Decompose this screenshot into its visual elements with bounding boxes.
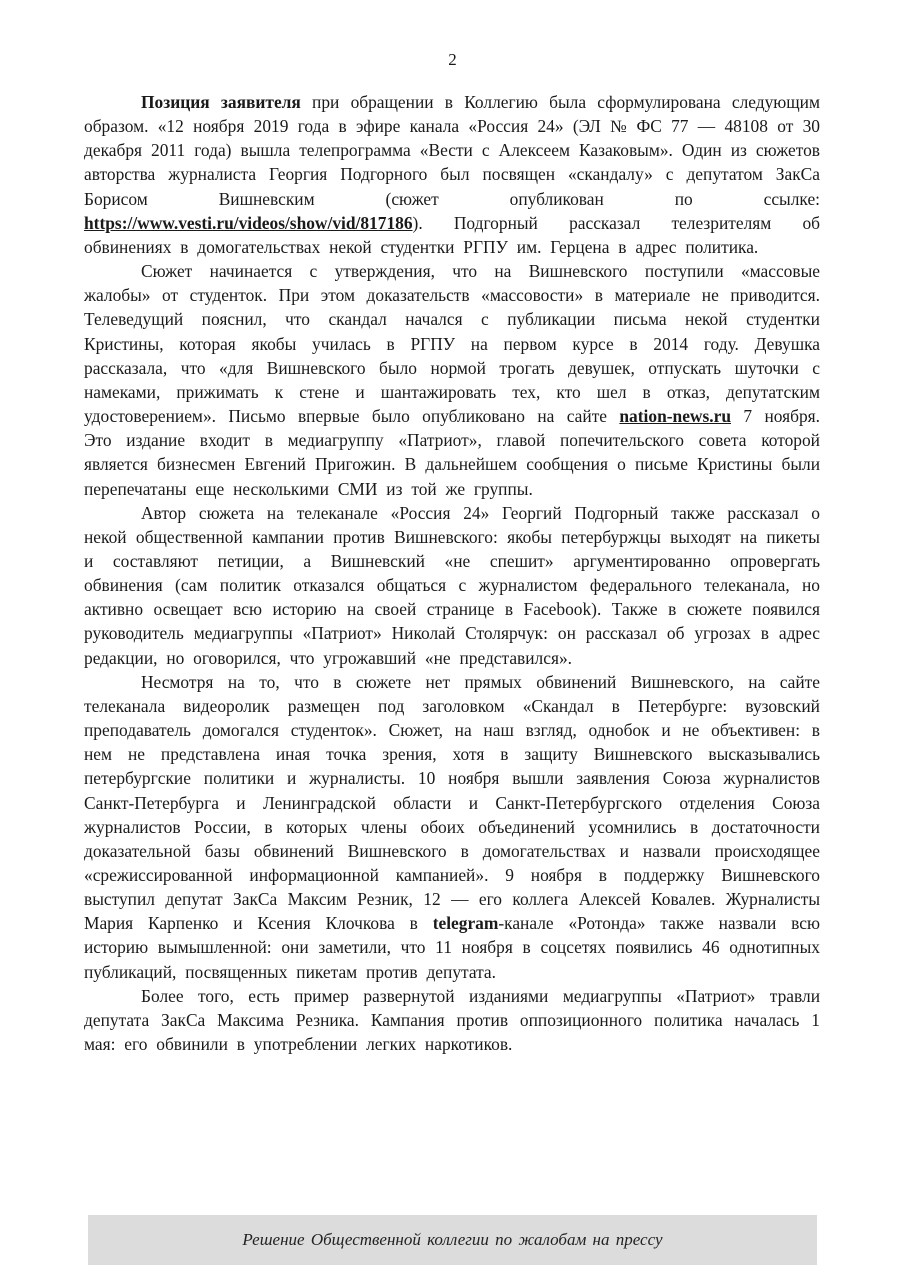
text-run: Более того, есть пример развернутой изданиями медиагруппы «Патриот» травли депутата ЗакСа Максима Резника. Кампания против оппозиционного политика началась 1 мая: его обвинили в употреблении легких наркотиков.	[84, 985, 820, 1055]
text-run: ). Подгорный рассказал телезрителям об обвинениях в домогательствах некой студентки РГПУ им. Герцена в адрес политика.	[84, 212, 820, 257]
hyperlink[interactable]: nation-news.ru	[619, 406, 731, 427]
paragraph-3	[84, 501, 820, 670]
hyperlink[interactable]: https://www.vesti.ru/videos/show/vid/817186	[84, 212, 413, 233]
text-run: -канале «Ротонда» также назвали всю историю вымышленной: они заметили, что 11 ноября в соцсетях появились 46 однотипных публикаций, посвященных пикетам против депутата.	[84, 913, 820, 982]
text-run: Автор сюжета на телеканале «Россия 24» Георгий Подгорный также рассказал о некой общественной кампании против Вишневского: якобы петербуржцы выходят на пикеты и составляют петиции, а Вишневский «не спешит» аргументированно опровергать обвинения (сам политик отказался общаться с журналистом федерального телеканала, но активно освещает всю историю на своей странице в Facebook). Также в сюжете появился руководитель медиагруппы «Патриот» Николай Столярчук: он рассказал об угрозах в адрес редакции, но оговорился, что угрожавший «не представился».	[84, 502, 820, 668]
footer-text: Решение Общественной коллегии по жалобам на прессу	[242, 1230, 663, 1249]
paragraph-1	[84, 90, 820, 259]
bold-text-run: telegram	[432, 913, 499, 934]
bold-text-run: Позиция заявителя	[141, 92, 301, 112]
paragraph-5	[84, 984, 820, 1056]
paragraph-2	[84, 259, 820, 501]
text-run: при обращении в Коллегию была сформулирована следующим образом. «12 ноября 2019 года в эфире канала «Россия 24» (ЭЛ № ФС 77 — 48108 от 30 декабря 2011 года) вышла телепрограмма «Вести с Алексеем Казаковым». Один из сюжетов авторства журналиста Георгия Подгорного был посвящен «скандалу» с депутатом ЗакСа Борисом Вишневским (сюжет опубликован по ссылке:	[84, 92, 820, 209]
text-run: Несмотря на то, что в сюжете нет прямых обвинений Вишневского, на сайте телеканала видеоролик размещен под заголовком «Скандал в Петербурге: вузовский преподаватель домогался студенток». Сюжет, на наш взгляд, однобок и не объективен: в нем не представлена иная точка зрения, хотя в защиту Вишневского высказывались петербургские политики и журналисты. 10 ноября вышли заявления Союза журналистов Санкт-Петербурга и Ленинградской области и Санкт-Петербургского отделения Союза журналистов России, в которых члены обоих объединений усомнились в достаточности доказательной базы обвинений Вишневского в домогательствах и назвали происходящее «срежиссированной информационной кампанией». 9 ноября в поддержку Вишневского выступил депутат ЗакСа Максим Резник, 12 — его коллега Алексей Ковалев. Журналисты Мария Карпенко и Ксения Клочкова в	[84, 671, 820, 934]
text-run: 7 ноября. Это издание входит в медиагруппу «Патриот», главой попечительского совета которой является бизнесмен Евгений Пригожин. В дальнейшем сообщения о письме Кристины были перепечатаны еще несколькими СМИ из той же группы.	[84, 406, 820, 499]
text-run: Сюжет начинается с утверждения, что на Вишневского поступили «массовые жалобы» от студенток. При этом доказательств «массовости» в материале не приводится. Телеведущий пояснил, что скандал начался с публикации письма некой студентки Кристины, которая якобы училась в РГПУ на первом курсе в 2014 году. Девушка рассказала, что «для Вишневского было нормой трогать девушек, отпускать шуточки с намеками, прижимать к стене и шантажировать тех, кто шел в отказ, депутатским удостоверением». Письмо впервые было опубликовано на сайте	[84, 261, 820, 427]
paragraph-4	[84, 670, 820, 984]
page-number: 2	[448, 50, 457, 69]
footer-bar	[88, 1215, 817, 1265]
document-body	[84, 90, 820, 1056]
